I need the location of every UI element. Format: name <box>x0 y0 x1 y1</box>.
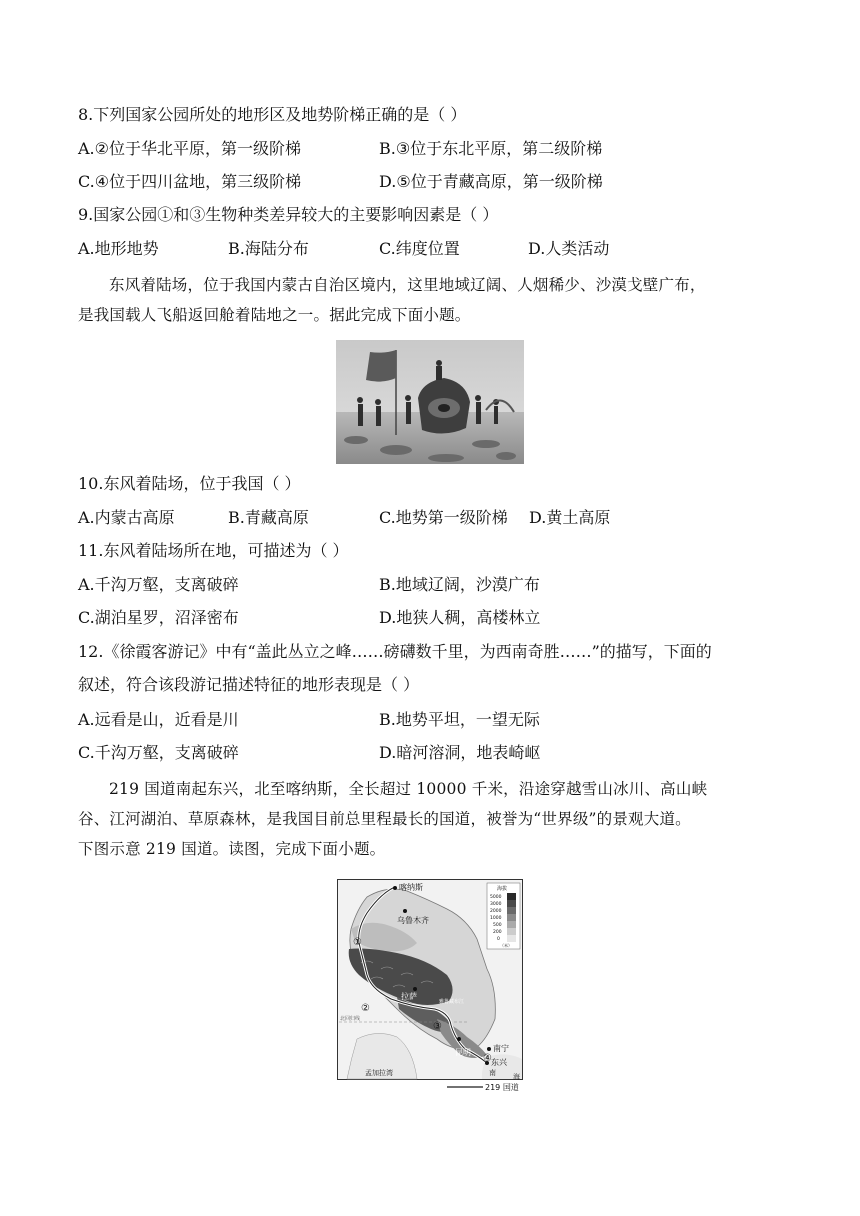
city-nanning: 南宁 <box>493 1044 509 1053</box>
q12-stem-line2: 叙述，符合该段游记描述特征的地形表现是（ ） <box>78 675 420 694</box>
svg-text:海拔: 海拔 <box>497 886 508 892</box>
svg-text:1000: 1000 <box>490 916 502 921</box>
q12-option-b[interactable]: B.地势平坦，一望无际 <box>379 710 540 729</box>
q9-option-b[interactable]: B.海陆分布 <box>228 239 309 258</box>
marker-4: ④ <box>483 1053 492 1064</box>
q8-option-d[interactable]: D.⑤位于青藏高原，第一级阶梯 <box>379 172 603 191</box>
q8-option-a[interactable]: A.②位于华北平原，第一级阶梯 <box>78 139 301 158</box>
river-label: 雅鲁藏布江 <box>439 999 465 1005</box>
sea-char: 海 <box>513 1073 520 1081</box>
q12-option-c[interactable]: C.千沟万壑，支离破碎 <box>78 743 239 762</box>
q9-option-a[interactable]: A.地形地势 <box>78 239 159 258</box>
q8-option-c[interactable]: C.④位于四川盆地，第三级阶梯 <box>78 172 302 191</box>
q11-stem: 11.东风着陆场所在地，可描述为（ ） <box>78 541 349 560</box>
marker-3: ③ <box>433 1021 442 1032</box>
city-lhasa: 拉萨 <box>401 992 417 1001</box>
passage-dongfeng-line1: 东风着陆场，位于我国内蒙古自治区境内，这里地域辽阔、人烟稀少、沙漠戈壁广布， <box>109 276 706 294</box>
city-dongxing: 东兴 <box>491 1058 507 1067</box>
passage-g219-line3: 下图示意 219 国道。读图，完成下面小题。 <box>78 840 386 858</box>
passage-dongfeng-line2: 是我国载人飞船返回舱着陆地之一。据此完成下面小题。 <box>78 306 471 324</box>
q10-stem: 10.东风着陆场，位于我国（ ） <box>78 474 301 493</box>
tropic-label: 北回归线 <box>340 1016 361 1022</box>
passage-g219 <box>78 774 778 864</box>
marker-1: ① <box>353 937 362 948</box>
q11-option-c[interactable]: C.湖泊星罗，沼泽密布 <box>78 608 239 627</box>
sea-bengal: 孟加拉湾 <box>365 1069 393 1077</box>
q9-option-d[interactable]: D.人类活动 <box>528 239 610 258</box>
city-urumqi: 乌鲁木齐 <box>397 916 429 925</box>
q12-option-a[interactable]: A.远看是山，近看是川 <box>78 710 239 729</box>
passage-g219-line1: 219 国道南起东兴，北至喀纳斯，全长超过 10000 千米，沿途穿越雪山冰川、高山峡 <box>109 780 708 798</box>
q11-option-b[interactable]: B.地域辽阔，沙漠广布 <box>379 575 540 594</box>
q8-option-b[interactable]: B.③位于东北平原，第二级阶梯 <box>379 139 603 158</box>
passage-dongfeng <box>78 270 778 330</box>
sea-south: 南 <box>489 1069 496 1077</box>
g219-map <box>337 879 523 1093</box>
route-legend-label: 219 国道 <box>485 1083 519 1092</box>
svg-text:500: 500 <box>493 923 502 928</box>
q10-option-a[interactable]: A.内蒙古高原 <box>78 508 175 527</box>
q10-option-d[interactable]: D.黄土高原 <box>529 508 611 527</box>
q11-option-d[interactable]: D.地狭人稠，高楼林立 <box>379 608 541 627</box>
city-kunming: 昆明 <box>455 1048 471 1057</box>
q10-option-c[interactable]: C.地势第一级阶梯 <box>379 508 508 527</box>
q8-stem: 8.下列国家公园所处的地形区及地势阶梯正确的是（ ） <box>78 105 467 124</box>
elevation-legend <box>487 883 520 949</box>
marker-2: ② <box>361 1003 370 1014</box>
svg-text:3000: 3000 <box>490 902 502 907</box>
capsule-landing-photo <box>336 340 524 464</box>
svg-text:200: 200 <box>493 930 502 935</box>
q12-option-d[interactable]: D.暗河溶洞，地表崎岖 <box>379 743 541 762</box>
q9-stem: 9.国家公园①和③生物种类差异较大的主要影响因素是（ ） <box>78 205 499 224</box>
passage-g219-line2: 谷、江河湖泊、草原森林，是我国目前总里程最长的国道，被誉为“世界级”的景观大道。 <box>78 810 691 828</box>
svg-text:0: 0 <box>497 937 500 942</box>
svg-text:2000: 2000 <box>490 909 502 914</box>
svg-text:（米）: （米） <box>500 943 512 948</box>
q10-option-b[interactable]: B.青藏高原 <box>228 508 309 527</box>
city-kanas: 喀纳斯 <box>399 883 423 892</box>
q11-option-a[interactable]: A.千沟万壑，支离破碎 <box>78 575 239 594</box>
svg-text:5000: 5000 <box>490 895 502 900</box>
q12-stem-line1: 12.《徐霞客游记》中有“盖此丛立之峰……磅礴数千里，为西南奇胜……”的描写，下面的 <box>78 642 712 661</box>
q9-option-c[interactable]: C.纬度位置 <box>379 239 460 258</box>
